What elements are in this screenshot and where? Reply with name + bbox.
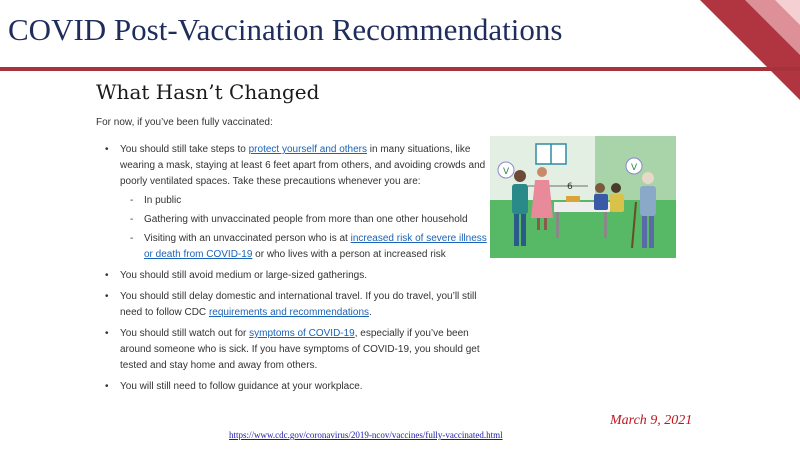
content-area (96, 80, 496, 400)
sub-list-item: - Gathering with unvaccinated people from more than one other household (120, 212, 496, 228)
svg-text:V: V (503, 167, 510, 177)
slide-date: March 9, 2021 (610, 413, 693, 428)
section-heading: What Hasn’t Changed (96, 80, 320, 104)
intro-text: For now, if you’ve been fully vaccinated: (96, 117, 273, 128)
list-item: • You should still avoid medium or large-sized gatherings. (96, 268, 496, 284)
title-divider (0, 67, 800, 71)
distance-label: 6 (567, 182, 573, 192)
requirements-link[interactable]: requirements and recommendations (208, 307, 370, 318)
increased-risk-link[interactable]: increased risk of severe illness or death from COVID-19 (144, 233, 487, 260)
slide-title: COVID Post-Vaccination Recommendations (8, 12, 563, 47)
recommendation-list (96, 142, 496, 395)
precaution-sublist (120, 193, 496, 263)
list-item: • You will still need to follow guidance at your workplace. (96, 379, 496, 395)
source-link[interactable]: https://www.cdc.gov/coronavirus/2019-ncov/vaccines/fully-vaccinated.html (229, 430, 503, 440)
list-item: • You should still watch out for symptoms of COVID-19, especially if you’ve been around someone who is sick. If you have symptoms of COVID-19, you should get tested and stay home and away from others. (96, 326, 496, 374)
svg-text:V: V (631, 163, 638, 173)
list-item: • You should still take steps to protect yourself and others in many situations, like wearing a mask, staying at least 6 feet apart from others, and avoiding crowds and poorly ventilated spaces. Take these precautions whenever you are: - In public - Gathering with unvaccinated people from more than one other household - Visiting with an unvaccinated person who is at increased risk of severe illness or death from COVID-19 or who lives with a person at increased risk (96, 142, 496, 263)
sub-list-item: - In public (120, 193, 496, 209)
symptoms-link[interactable]: symptoms of COVID-19 (249, 328, 355, 339)
sub-list-item: - Visiting with an unvaccinated person who is at increased risk of severe illness or death from COVID-19 or who lives with a person at increased risk (120, 231, 496, 263)
protect-yourself-link[interactable]: protect yourself and others (248, 144, 368, 155)
gathering-illustration (490, 136, 676, 258)
list-item: • You should still delay domestic and international travel. If you do travel, you’ll still need to follow CDC requirements and recommendations. (96, 289, 496, 321)
